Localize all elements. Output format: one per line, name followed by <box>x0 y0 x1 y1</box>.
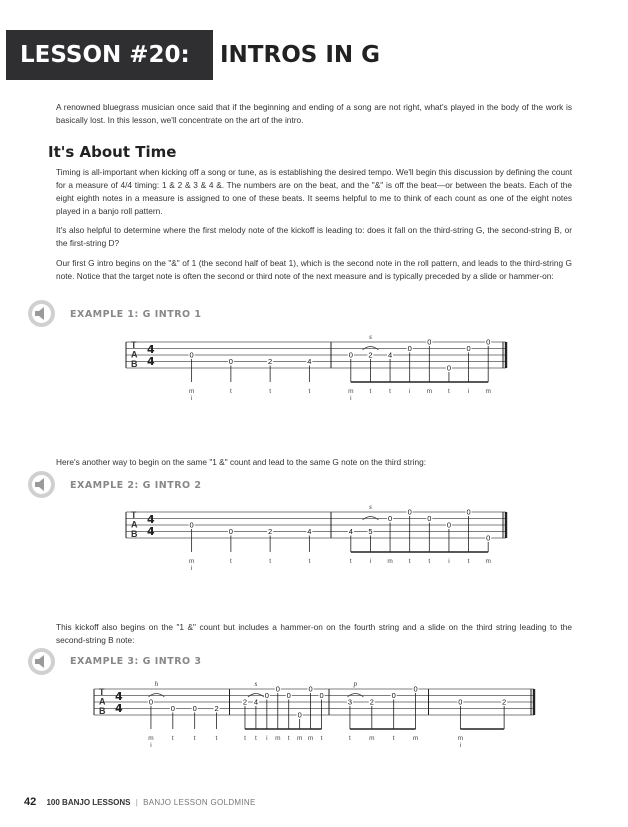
tab-note-fret: 0 <box>387 514 393 524</box>
example-2-title: EXAMPLE 2: G INTRO 2 <box>70 480 202 491</box>
speaker-icon <box>34 307 50 320</box>
tab-finger-label: m <box>307 735 314 742</box>
tab-note-fret: 2 <box>242 697 248 707</box>
tab-finger-label: i <box>350 395 352 402</box>
tab-finger-label: t <box>308 558 311 565</box>
lesson-banner <box>6 30 213 80</box>
tab-note-fret: 0 <box>192 704 197 714</box>
time-signature-top: 4 <box>147 513 155 526</box>
lesson-title: INTROS IN G <box>220 42 381 68</box>
tab-finger-label: m <box>275 735 281 742</box>
tab-finger-label: i <box>369 558 372 565</box>
tab-finger-label: i <box>190 565 193 572</box>
tab-note-fret: 4 <box>387 350 393 360</box>
tab-note-fret: 2 <box>502 697 507 707</box>
tab-note-fret: 4 <box>348 527 353 537</box>
body-paragraph-1: Timing is all-important when kicking off a song or tune, as is establishing the desired tempo. We'll begin this discussion by defining the count for a measure of 4/4 timing: 1 & 2 & 3 & 4 &. The numbers are on the beat, and the "&" is off the beat—or between the beats. Each of the eight eighth notes in a measure is assigned to one of these beats. It seems helpful to me to think of each count as one of the eight notes played in a banjo roll pattern. <box>56 167 572 216</box>
body-paragraph-2: It's also helpful to determine where the first melody note of the kickoff is leading to: does it fall on the third-string G, the second-string B, or the first-string D? <box>56 225 572 248</box>
series-title: 100 BANJO LESSONS <box>46 798 131 807</box>
tab-finger-label: t <box>229 558 232 565</box>
tab-finger-label: t <box>255 735 257 742</box>
speaker-icon <box>34 478 50 491</box>
tab-note-fret: 5 <box>368 527 373 537</box>
example-2-intro: Here's another way to begin on the same "1 &" count and lead to the same G note on the third string: <box>56 457 426 467</box>
tab-clef-letter: A <box>131 349 138 360</box>
tab-note-fret: 2 <box>369 697 374 707</box>
tab-finger-label: t <box>269 558 272 565</box>
tab-articulation-label: p <box>353 680 358 688</box>
tab-finger-label: t <box>428 558 431 565</box>
tab-note-fret: 0 <box>297 710 302 720</box>
tab-finger-label: i <box>266 735 268 742</box>
audio-play-icon[interactable] <box>28 300 55 327</box>
tab-finger-label: m <box>188 558 195 565</box>
tab-finger-label: t <box>215 735 218 742</box>
tab-finger-label: t <box>244 735 246 742</box>
speaker-icon <box>34 655 50 668</box>
tab-staff <box>124 500 514 580</box>
tab-clef-letter: A <box>99 696 106 707</box>
tab-finger-label: t <box>349 558 352 565</box>
tab-finger-label: i <box>467 388 470 395</box>
audio-play-icon[interactable] <box>28 471 55 498</box>
tab-clef-letter: B <box>99 706 106 716</box>
tab-note-fret: 0 <box>427 337 432 347</box>
tab-finger-label: m <box>426 388 433 395</box>
body-paragraph-3: Our first G intro begins on the "&" of 1 (the second half of beat 1), which is the second note in the roll pattern, and leads to the third-string G note. Notice that the target note is often the second or third note of the next measure and is typically preceded by a slide or hammer-on: <box>56 258 572 281</box>
tab-note-fret: 0 <box>189 520 194 530</box>
tab-note-fret: 0 <box>148 697 154 707</box>
tab-note-fret: 3 <box>347 697 353 707</box>
tab-note-fret: 0 <box>486 533 491 543</box>
tab-staff <box>92 677 542 759</box>
tab-note-fret: 0 <box>308 684 313 694</box>
tab-finger-label: t <box>171 735 174 742</box>
time-signature-bottom: 4 <box>115 702 123 715</box>
tab-finger-label: t <box>287 735 290 742</box>
tab-note-fret: 2 <box>268 527 273 537</box>
tab-finger-label: t <box>392 735 395 742</box>
tab-finger-label: t <box>408 558 411 565</box>
tab-finger-label: i <box>190 395 193 402</box>
time-signature-bottom: 4 <box>147 355 155 368</box>
tab-finger-label: i <box>408 388 411 395</box>
tab-note-fret: 0 <box>391 691 396 701</box>
tab-articulation-label: s <box>254 680 258 688</box>
tab-clef-letter: B <box>131 529 138 539</box>
tab-note-fret: 4 <box>307 527 312 537</box>
tab-note-fret: 2 <box>268 357 273 367</box>
section-heading: It's About Time <box>48 143 177 161</box>
tab-finger-label: t <box>467 558 470 565</box>
tab-note-fret: 0 <box>228 357 233 367</box>
example-1-title: EXAMPLE 1: G INTRO 1 <box>70 309 202 320</box>
tab-note-fret: 4 <box>307 357 312 367</box>
tab-finger-label: i <box>459 742 462 749</box>
tab-note-fret: 0 <box>466 344 471 354</box>
time-signature-top: 4 <box>115 690 123 703</box>
tab-note-fret: 0 <box>275 684 280 694</box>
tab-finger-label: t <box>320 735 323 742</box>
tab-finger-label: m <box>348 388 354 395</box>
tab-clef-letter: T <box>131 510 137 520</box>
tab-note-fret: 0 <box>407 344 412 354</box>
tab-note-fret: 0 <box>413 684 418 694</box>
tab-finger-label: t <box>308 388 311 395</box>
tab-finger-label: t <box>193 735 196 742</box>
tab-staff <box>124 330 514 410</box>
tab-finger-label: i <box>150 742 152 749</box>
tab-finger-label: t <box>448 388 450 395</box>
tab-note-fret: 0 <box>407 507 412 517</box>
tab-clef-letter: B <box>131 359 138 369</box>
tab-finger-label: m <box>296 735 303 742</box>
tab-note-fret: 2 <box>368 350 373 360</box>
tab-finger-label: m <box>387 558 393 565</box>
tab-finger-label: m <box>188 388 195 395</box>
audio-play-icon[interactable] <box>28 648 55 675</box>
tab-note-fret: 0 <box>286 691 291 701</box>
tab-finger-label: i <box>448 558 450 565</box>
lesson-label: LESSON #20: <box>20 42 190 68</box>
tab-finger-label: m <box>457 735 464 742</box>
tab-finger-label: t <box>269 388 272 395</box>
footer-separator: | <box>135 798 138 807</box>
tab-note-fret: 0 <box>319 691 324 701</box>
tab-clef-letter: T <box>99 687 105 697</box>
page-number: 42 <box>24 796 37 808</box>
tab-note-fret: 0 <box>170 704 175 714</box>
tab-finger-label: m <box>412 735 419 742</box>
tab-note-fret: 0 <box>486 337 491 347</box>
tab-note-fret: 0 <box>446 520 452 530</box>
book-title: BANJO LESSON GOLDMINE <box>143 798 256 807</box>
tab-note-fret: 0 <box>348 350 353 360</box>
tab-finger-label: m <box>485 388 491 395</box>
tab-finger-label: t <box>369 388 372 395</box>
tab-note-fret: 0 <box>264 691 269 701</box>
example-3-intro: This kickoff also begins on the "1 &" count but includes a hammer-on on the fourth string and a slide on the third string leading to the second-string B note: <box>56 622 572 645</box>
example-3-title: EXAMPLE 3: G INTRO 3 <box>70 656 202 667</box>
tab-note-fret: 0 <box>446 363 452 373</box>
tab-note-fret: 0 <box>427 514 432 524</box>
tab-finger-label: t <box>349 735 351 742</box>
tab-finger-label: t <box>229 388 232 395</box>
tab-clef-letter: A <box>131 519 138 530</box>
tab-finger-label: m <box>369 735 375 742</box>
tab-note-fret: 0 <box>458 697 463 707</box>
time-signature-top: 4 <box>147 343 155 356</box>
tab-note-fret: 0 <box>228 527 233 537</box>
tab-finger-label: t <box>389 388 391 395</box>
tab-articulation-label: s <box>369 333 372 341</box>
tab-finger-label: m <box>148 735 154 742</box>
tab-note-fret: 4 <box>253 697 258 707</box>
intro-paragraph: A renowned bluegrass musician once said that if the beginning and ending of a song are not right, what's played in the body of the work is basically lost. In this lesson, we'll concentrate on the art of the intro. <box>56 102 572 125</box>
tab-articulation-label: s <box>369 503 372 511</box>
tab-articulation-label: h <box>154 680 159 688</box>
time-signature-bottom: 4 <box>147 525 155 538</box>
tab-note-fret: 0 <box>466 507 471 517</box>
tab-finger-label: m <box>485 558 491 565</box>
page-footer <box>24 796 256 808</box>
tab-note-fret: 0 <box>189 350 194 360</box>
tab-note-fret: 2 <box>214 704 219 714</box>
tab-clef-letter: T <box>131 340 137 350</box>
